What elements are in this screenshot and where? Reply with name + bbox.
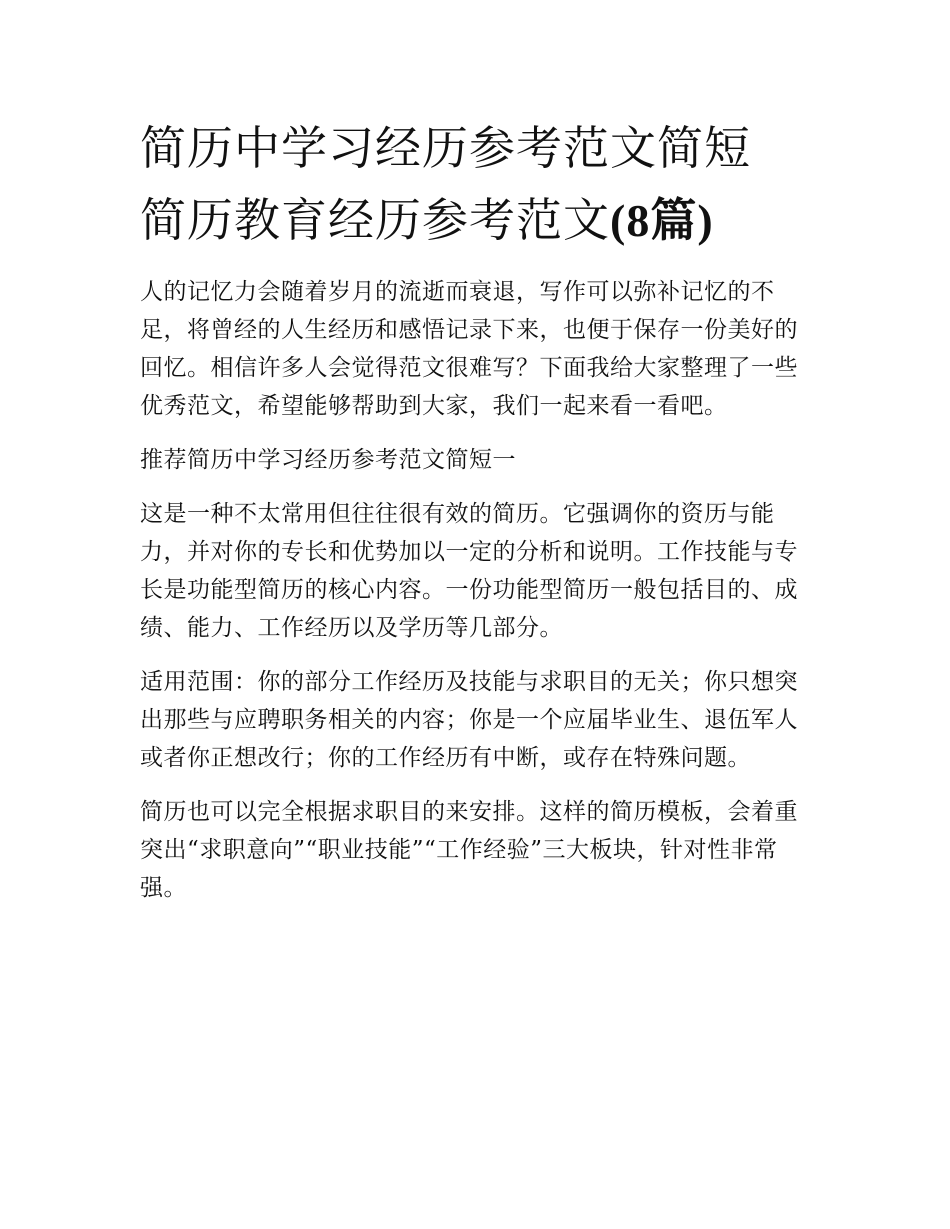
title-count: (8篇)	[610, 195, 714, 246]
section-heading: 推荐简历中学习经历参考范文简短一	[140, 447, 516, 473]
document-body	[140, 112, 820, 907]
title-line-1: 简历中学习经历参考范文简短	[140, 121, 751, 175]
intro-paragraph: 人的记忆力会随着岁月的流逝而衰退，写作可以弥补记忆的不足，将曾经的人生经历和感悟记录下来，也便于保存一份美好的回忆。相信许多人会觉得范文很难写？下面我给大家整理了一些优秀范文，希望能够帮助到大家，我们一起来看一看吧。	[140, 279, 798, 419]
body-paragraph-3: 简历也可以完全根据求职目的来安排。这样的简历模板，会着重突出“求职意向”“职业技能”“工作经验”三大板块，针对性非常强。	[140, 799, 798, 901]
title-line-2: 简历教育经历参考范文	[140, 193, 610, 247]
document-title	[140, 112, 820, 257]
body-paragraph-1: 这是一种不太常用但往往很有效的简历。它强调你的资历与能力，并对你的专长和优势加以一定的分析和说明。工作技能与专长是功能型简历的核心内容。一份功能型简历一般包括目的、成绩、能力、工作经历以及学历等几部分。	[140, 501, 798, 641]
body-paragraph-2: 适用范围：你的部分工作经历及技能与求职目的无关；你只想突出那些与应聘职务相关的内容；你是一个应届毕业生、退伍军人或者你正想改行；你的工作经历有中断，或存在特殊问题。	[140, 669, 798, 771]
